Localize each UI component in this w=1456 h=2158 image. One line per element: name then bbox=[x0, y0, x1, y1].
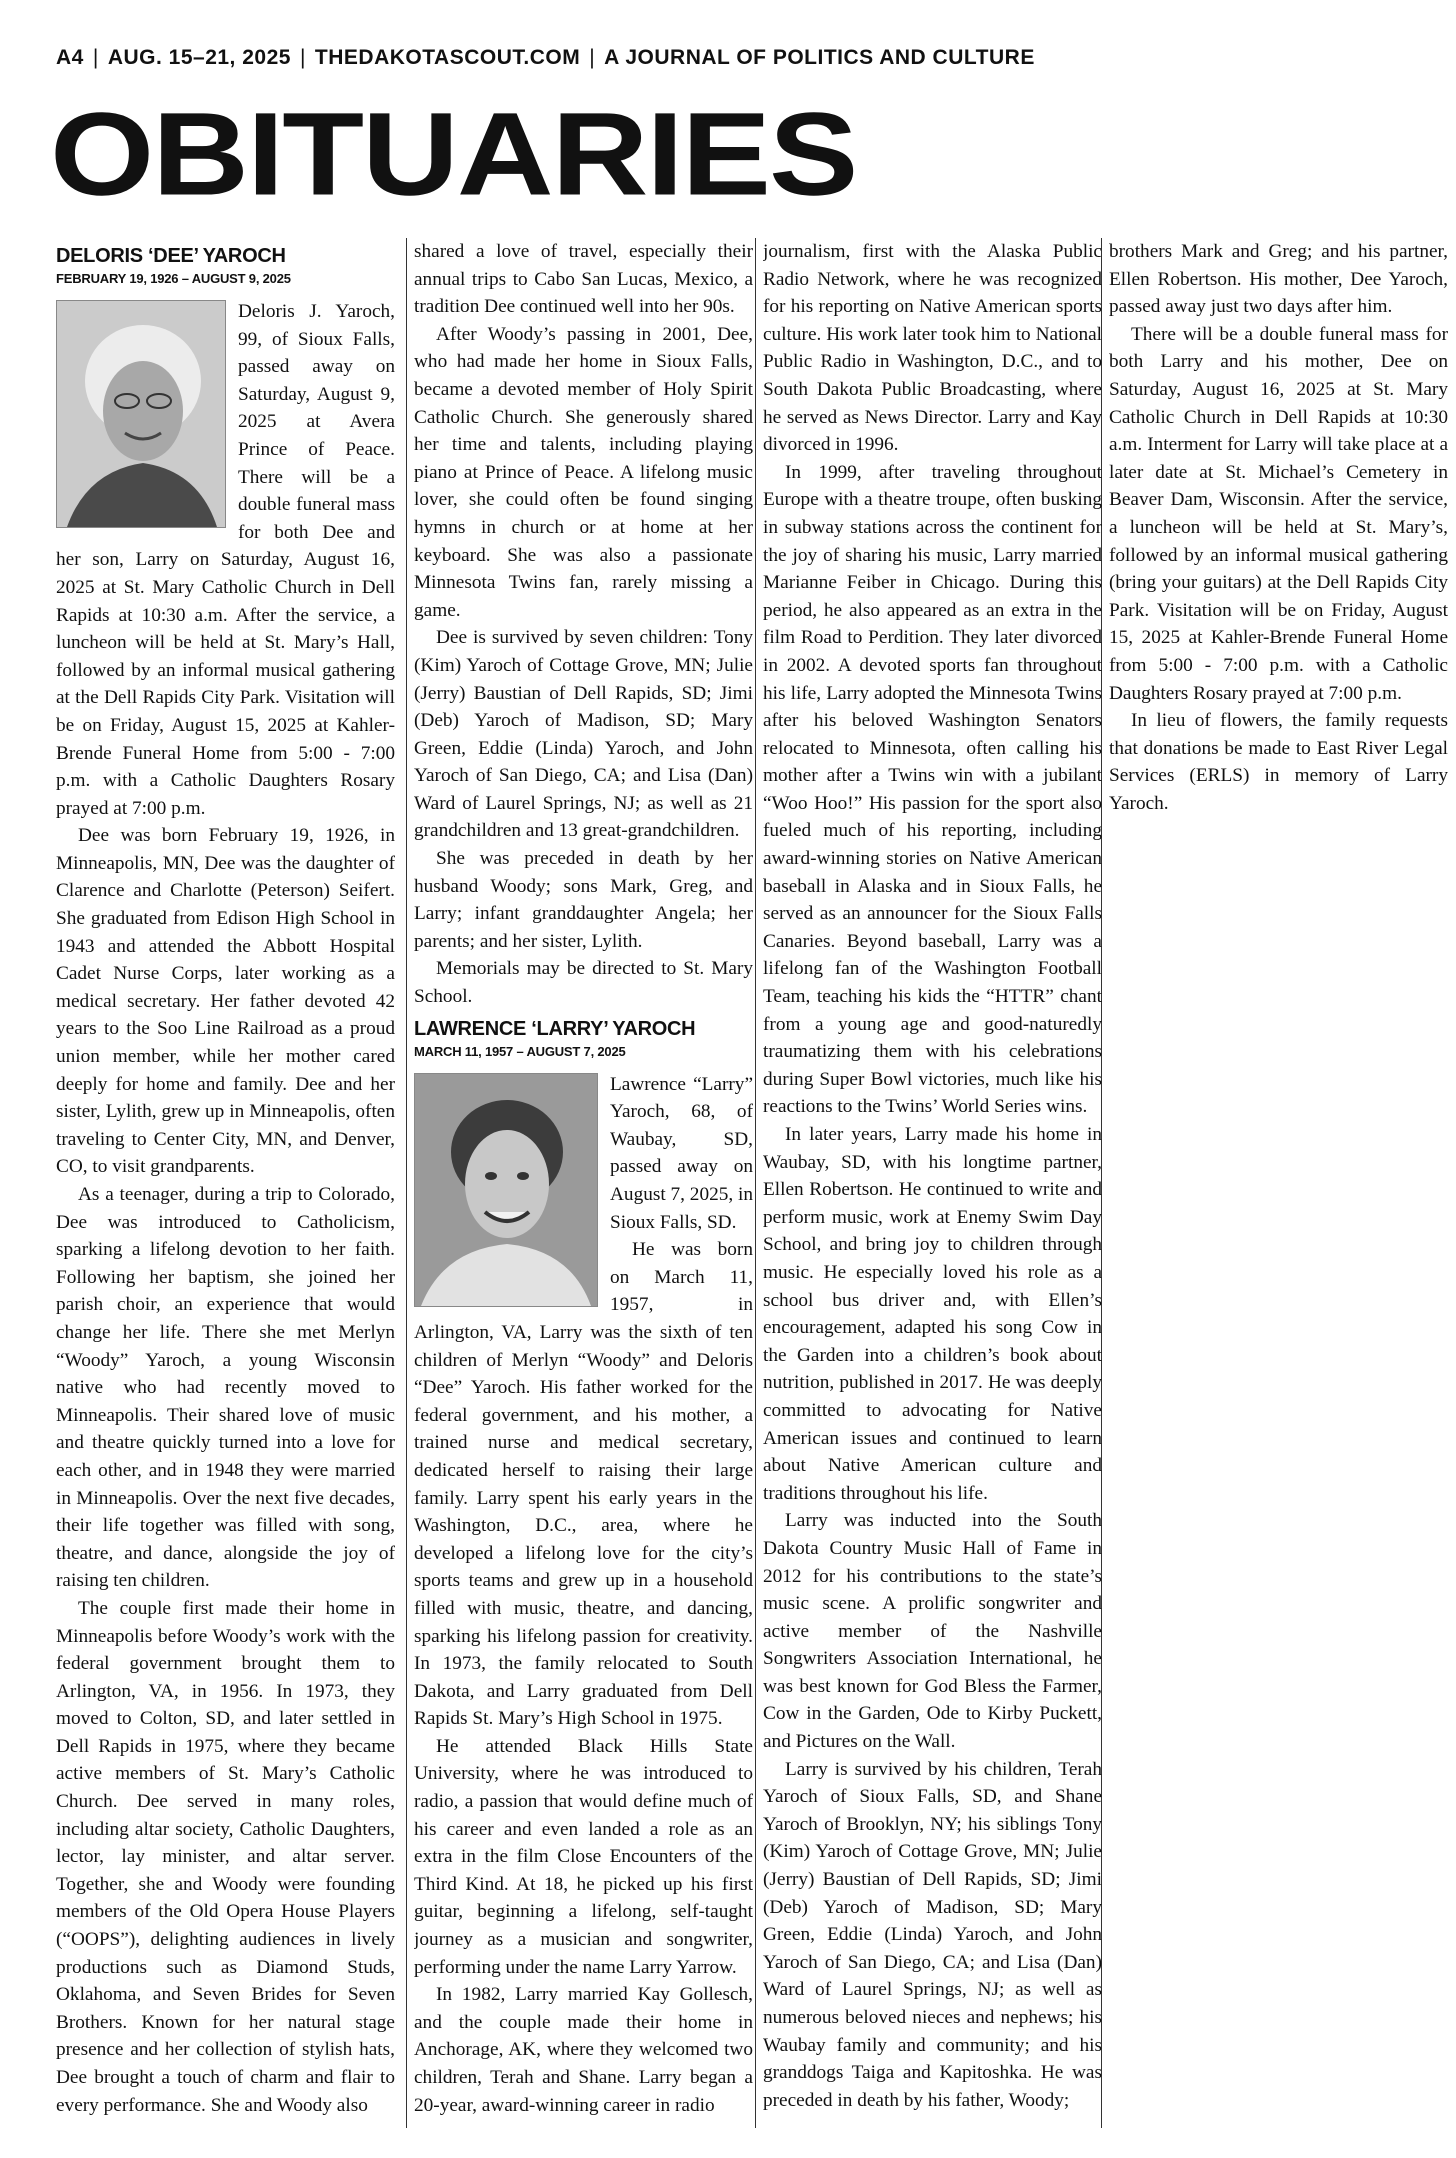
obituary-paragraph: Memorials may be directed to St. Mary School. bbox=[414, 958, 753, 1008]
obituary-paragraph: The couple first made their home in Minneapolis before Woody’s work with the federal government brought them to Arlington, VA, in 1956. In 1973, they moved to Colton, SD, and later settled in Dell Rapids in 1975, where they became active members of St. Mary’s Catholic Church. Dee served in many roles, including altar society, Catholic Daughters, lector, lay minister, and altar server. Together, she and Woody were founding members of the Old Opera House Players (“OOPS”), delighting audiences in lively productions such as Diamond Studs, Oklahoma, and Seven Brides for Seven Brothers. Known for her natural stage presence and her collection of stylish hats, Dee brought a touch of charm and flair to every performance. She and Woody also bbox=[56, 1597, 395, 2116]
obituary-name-dee: DELORIS ‘DEE’ YAROCH bbox=[56, 245, 286, 267]
obituary-paragraph: He attended Black Hills State University, where he was introduced to radio, a passion that would define much of his career and even landed a role as an extra in the film Close Encounters of the Third Kind. At 18, he picked up his first guitar, beginning a lifelong, self-taught journey as a musician and songwriter, performing under the name Larry Yarrow. bbox=[414, 1735, 753, 1978]
obituary-paragraph: Larry was inducted into the South Dakota Country Music Hall of Fame in 2012 for his contributions to the state’s music scene. A prolific songwriter and active member of the Nashville Songwriters Association International, he was best known for God Bless the Farmer, Cow in the Garden, Ode to Kirby Puckett, and Pictures on the Wall. bbox=[763, 1510, 1102, 1753]
portrait-image bbox=[57, 301, 225, 527]
portrait-photo-dee bbox=[56, 300, 226, 528]
column-rule bbox=[406, 238, 407, 2128]
obituary-paragraph: She was preceded in death by her husband Woody; sons Mark, Greg, and Larry; infant granddaughter Angela; her parents; and her sister, Lylith. bbox=[414, 848, 753, 952]
obituary-paragraph: In lieu of flowers, the family requests that donations be made to East River Legal Services (ERLS) in memory of Larry Yaroch. bbox=[1109, 710, 1448, 814]
obituary-name-larry: LAWRENCE ‘LARRY’ YAROCH bbox=[414, 1017, 696, 1040]
obituary-dates-dee: FEBRUARY 19, 1926 – AUGUST 9, 2025 bbox=[56, 271, 291, 286]
obituary-paragraph: Larry is survived by his children, Terah Yaroch of Sioux Falls, SD, and Shane Yaroch of Brooklyn, NY; his siblings Tony (Kim) Yaroch of Cottage Grove, MN; Julie (Jerry) Baustian of Dell Rapids, SD; Jimi (Deb) Yaroch of Madison, SD; Mary Green, Eddie (Linda) Yaroch, and John Yaroch of San Diego, CA; and Lisa (Dan) Ward of Laurel Springs, NJ; as well as numerous beloved nieces and nephews; his Waubay family and community; and his granddogs Taiga and Kapitoshka. He was preceded in death by his father, Woody; bbox=[763, 1758, 1102, 2111]
page-folio: A4 | AUG. 15–21, 2025 | THEDAKOTASCOUT.COM | A JOURNAL OF POLITICS AND CULTURE bbox=[56, 46, 1035, 69]
column-2 bbox=[414, 238, 753, 2128]
page-number: A4 bbox=[56, 46, 84, 69]
site-url: THEDAKOTASCOUT.COM bbox=[314, 46, 581, 69]
obituary-paragraph: In later years, Larry made his home in Waubay, SD, with his longtime partner, Ellen Robertson. He continued to write and perform music, work at Enemy Swim Day School, and bring joy to children through music. He especially loved his role as a school bus driver and, with Ellen’s encouragement, adapted his song Cow in the Garden into a children’s book about nutrition, published in 2017. He was deeply committed to advocating for Native American issues and continued to learn about Native American culture and traditions throughout his life. bbox=[763, 1124, 1102, 1504]
obituary-paragraph: He was born on March 11, 1957, in Arlington, VA, Larry was the sixth of ten children of Merlyn “Woody” and Deloris “Dee” Yaroch. His father worked for the federal government, and his mother, a trained nurse and medical secretary, dedicated herself to raising their large family. Larry spent his early years in the Washington, D.C., area, where he developed a lifelong love for the city’s sports teams and grew up in a household filled with music, theatre, and dancing, sparking his lifelong passion for creativity. In 1973, the family relocated to South Dakota, and Larry graduated from Dell Rapids St. Mary’s High School in 1975. bbox=[414, 1239, 753, 1730]
column-rule bbox=[755, 238, 756, 2128]
obituary-dates-larry: MARCH 11, 1957 – AUGUST 7, 2025 bbox=[414, 1043, 626, 1059]
column-1 bbox=[56, 238, 395, 2128]
obituary-paragraph: Lawrence “Larry” Yaroch, 68, of Waubay, SD, passed away on August 7, 2025, in Sioux Falls, SD. bbox=[610, 1073, 753, 1233]
obituary-paragraph: brothers Mark and Greg; and his partner, Ellen Robertson. His mother, Dee Yaroch, passed away just two days after him. bbox=[1109, 241, 1448, 318]
section-title: OBITUARIES bbox=[50, 88, 857, 221]
obituary-paragraph: Dee was born February 19, 1926, in Minneapolis, MN, Dee was the daughter of Clarence and Charlotte (Peterson) Seifert. She graduated from Edison High School in 1943 and attended the Abbott Hospital Cadet Nurse Corps, later working as a medical secretary. Her father devoted 42 years to the Soo Line Railroad as a proud union member, while her mother cared deeply for home and family. Dee and her sister, Lylith, grew up in Minneapolis, often traveling to Center City, MN, and Denver, CO, to visit grandparents. bbox=[56, 825, 395, 1178]
column-4 bbox=[1109, 238, 1448, 2128]
column-3 bbox=[763, 238, 1102, 2128]
portrait-photo-larry bbox=[414, 1073, 598, 1307]
obituary-paragraph: As a teenager, during a trip to Colorado, Dee was introduced to Catholicism, sparking a lifelong devotion to her faith. Following her baptism, she joined her parish choir, an experience that would change her life. There she met Merlyn “Woody” Yaroch, a young Wisconsin native who had recently moved to Minneapolis. Their shared love of music and theatre quickly turned into a love for each other, and in 1948 they were married in Minneapolis. Over the next five decades, their life together was filled with song, theatre, and dance, alongside the joy of raising ten children. bbox=[56, 1184, 395, 1592]
obituary-paragraph: After Woody’s passing in 2001, Dee, who had made her home in Sioux Falls, became a devoted member of Holy Spirit Catholic Church. She generously shared her time and talents, including playing piano at Prince of Peace. A lifelong music lover, she could often be found singing hymns in church or at home at her keyboard. She was also a passionate Minnesota Twins fan, rarely missing a game. bbox=[414, 323, 753, 621]
obituary-paragraph: Dee is survived by seven children: Tony (Kim) Yaroch of Cottage Grove, MN; Julie (Jerry) Baustian of Dell Rapids, SD; Jimi (Deb) Yaroch of Madison, SD; Mary Green, Eddie (Linda) Yaroch, and John Yaroch of San Diego, CA; and Lisa (Dan) Ward of Laurel Springs, NJ; as well as 21 grandchildren and 13 great-grandchildren. bbox=[414, 627, 753, 842]
obituary-paragraph: In 1999, after traveling throughout Europe with a theatre troupe, often busking in subway stations across the continent for the joy of sharing his music, Larry married Marianne Feiber in Chicago. During this period, he also appeared as an extra in the film Road to Perdition. They later divorced in 2002. A devoted sports fan throughout his life, Larry adopted the Minnesota Twins after his beloved Washington Senators relocated to Minnesota, often calling his mother after a Twins win with a jubilant “Woo Hoo!” His passion for the sport also fueled much of his reporting, including award-winning stories on Native American baseball in Alaska and in Sioux Falls, he served as an announcer for the Sioux Falls Canaries. Beyond baseball, Larry was a lifelong fan of the Washington Football Team, teaching his kids the “HTTR” chant from a young age and good-naturedly traumatizing them with his celebrations during Super Bowl victories, much like his reactions to the Twins’ World Series wins. bbox=[763, 461, 1102, 1118]
obituary-paragraph: journalism, first with the Alaska Public Radio Network, where he was recognized for his reporting on Native American sports culture. His work later took him to National Public Radio in Washington, D.C., and to South Dakota Public Broadcasting, where he served as News Director. Larry and Kay divorced in 1996. bbox=[763, 241, 1102, 456]
portrait-image bbox=[415, 1074, 597, 1306]
obituary-paragraph: In 1982, Larry married Kay Gollesch, and the couple made their home in Anchorage, AK, where they welcomed two children, Terah and Shane. Larry began a 20-year, award-winning career in radio bbox=[414, 1984, 753, 2116]
obituary-paragraph: Deloris J. Yaroch, 99, of Sioux Falls, passed away on Saturday, August 9, 2025 at Avera Prince of Peace. There will be a double funeral mass for both Dee and her son, Larry on Saturday, August 16, 2025 at St. Mary Catholic Church in Dell Rapids at 10:30 a.m. After the service, a luncheon will be held at St. Mary’s Hall, followed by an informal musical gathering at the Dell Rapids City Park. Visitation will be on Friday, August 15, 2025 at Kahler-Brende Funeral Home from 5:00 - 7:00 p.m. with a Catholic Daughters Rosary prayed at 7:00 p.m. bbox=[56, 301, 395, 819]
issue-dates: AUG. 15–21, 2025 bbox=[107, 46, 291, 69]
obituary-paragraph: There will be a double funeral mass for both Larry and his mother, Dee on Saturday, August 16, 2025 at St. Mary Catholic Church in Dell Rapids at 10:30 a.m. Interment for Larry will take place at a later date at St. Michael’s Cemetery in Beaver Dam, Wisconsin. After the service, a luncheon will be held at St. Mary’s, followed by an informal musical gathering (bring your guitars) at the Dell Rapids City Park. Visitation will be on Friday, August 15, 2025 at Kahler-Brende Funeral Home from 5:00 - 7:00 p.m. with a Catholic Daughters Rosary prayed at 7:00 p.m. bbox=[1109, 323, 1448, 704]
publication-tagline: A JOURNAL OF POLITICS AND CULTURE bbox=[604, 46, 1035, 69]
obituary-paragraph: shared a love of travel, especially their annual trips to Cabo San Lucas, Mexico, a tradition Dee continued well into her 90s. bbox=[414, 241, 753, 318]
